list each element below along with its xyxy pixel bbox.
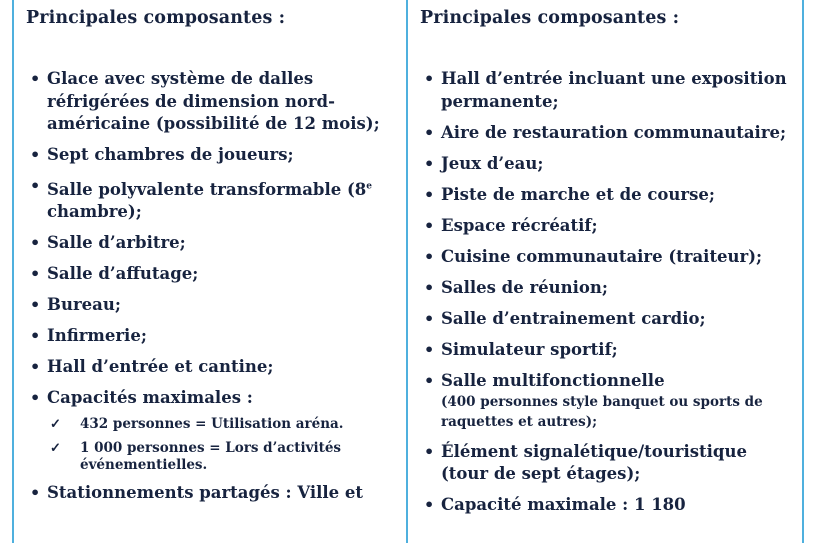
list-item: • Hall d’entrée incluant une exposition permanente;	[408, 68, 802, 113]
list-item: • Simulateur sportif;	[408, 339, 802, 362]
list-item: • Salle polyvalente transformable (8e chambre);	[14, 175, 406, 224]
checkmark-icon: ✓	[50, 416, 61, 432]
list-item: • Salle d’affutage;	[14, 263, 406, 286]
salle-note: (400 personnes style banquet ou sports de raquettes et autres);	[441, 394, 763, 430]
checkmark-icon: ✓	[50, 440, 61, 456]
left-column	[12, 0, 408, 543]
list-item: • Salles de réunion;	[408, 277, 802, 300]
list-item: • Glace avec système de dalles réfrigérées de dimension nord-américaine (possibilité de 12 mois);	[14, 68, 406, 136]
list-item: • Salle d’entrainement cardio;	[408, 308, 802, 331]
left-component-list	[14, 68, 406, 513]
list-item: • Salle d’arbitre;	[14, 232, 406, 255]
list-item: • Infirmerie;	[14, 325, 406, 348]
list-item: • Stationnements partagés : Ville et	[14, 482, 406, 505]
list-item: • Hall d’entrée et cantine;	[14, 356, 406, 379]
right-column	[406, 0, 804, 543]
sub-list-item: ✓ 432 personnes = Utilisation aréna.	[50, 415, 344, 432]
list-item: • Capacité maximale : 1 180	[408, 494, 802, 517]
list-item: • Sept chambres de joueurs;	[14, 144, 406, 167]
list-item: • Capacités maximales : ✓ 432 personnes = Utilisation aréna. ✓ 1 000 personnes = Lors d’activités événementielles.	[14, 387, 406, 474]
list-item: • Piste de marche et de course;	[408, 184, 802, 207]
list-item: • Élément signalétique/touristique (tour de sept étages);	[408, 441, 802, 486]
list-item: • Espace récréatif;	[408, 215, 802, 238]
right-component-list	[408, 68, 802, 525]
capacity-sublist	[47, 416, 400, 474]
list-item: • Aire de restauration communautaire;	[408, 122, 802, 145]
list-item: • Cuisine communautaire (traiteur);	[408, 246, 802, 269]
list-item: • Jeux d’eau;	[408, 153, 802, 176]
right-column-title: Principales composantes :	[420, 8, 680, 28]
list-item: • Bureau;	[14, 294, 406, 317]
sub-list-item: ✓ 1 000 personnes = Lors d’activités événementielles.	[50, 439, 342, 473]
left-column-title: Principales composantes :	[26, 8, 286, 28]
list-item: • Salle multifonctionnelle (400 personnes style banquet ou sports de raquettes et autres);	[408, 370, 802, 433]
